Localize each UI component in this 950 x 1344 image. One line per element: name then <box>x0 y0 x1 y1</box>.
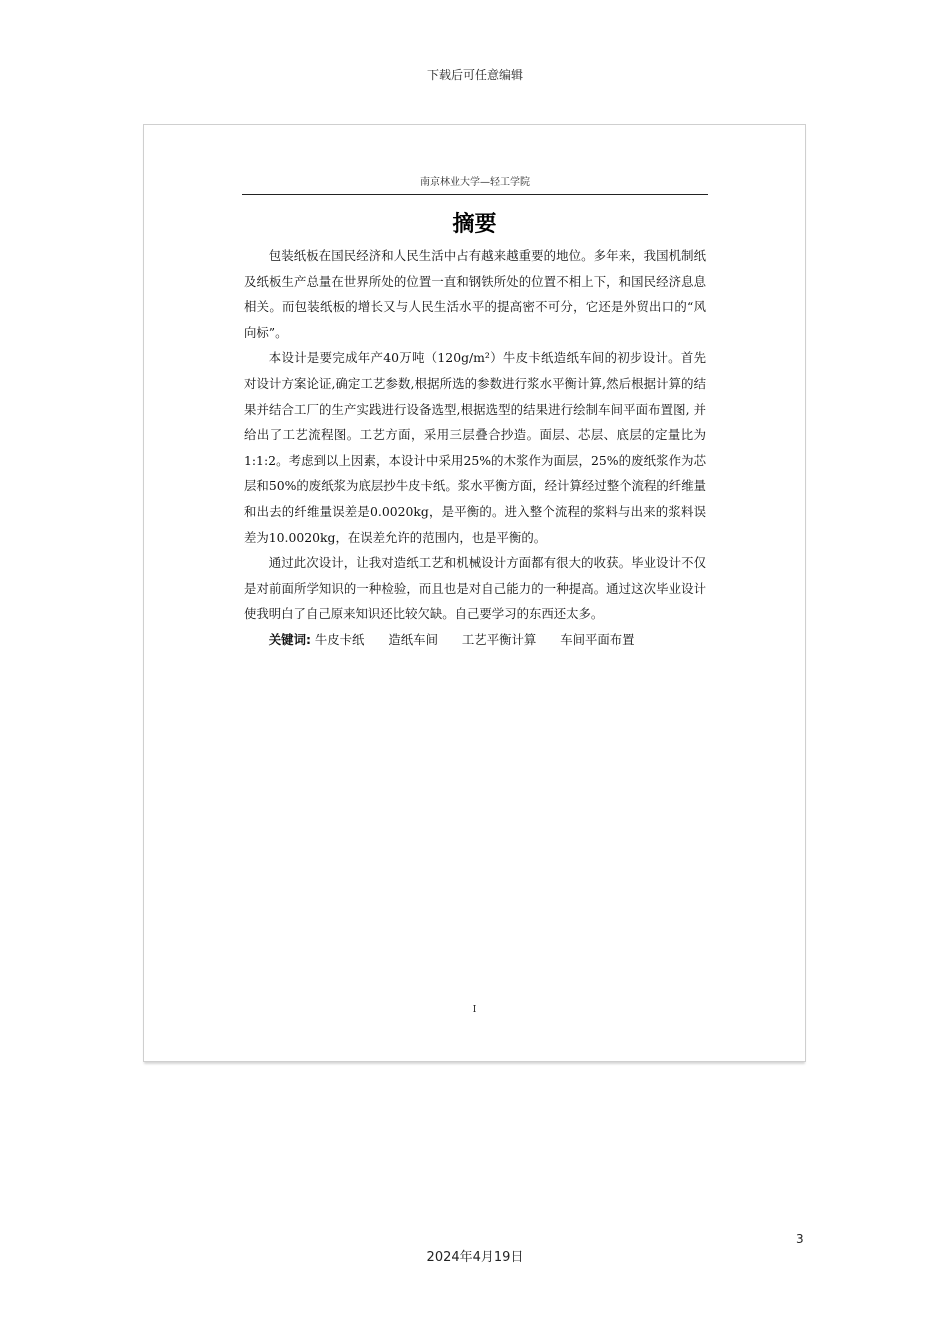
keyword: 牛皮卡纸 <box>314 631 365 647</box>
page-folio: I <box>472 1005 477 1015</box>
page-title: 摘要 <box>452 212 497 237</box>
document-page <box>143 124 806 1062</box>
abstract-body <box>244 243 706 653</box>
abstract-paragraph-2: 本设计是要完成年产40万吨（120g/m²）牛皮卡纸造纸车间的初步设计。首先对设计方案论证,确定工艺参数,根据所选的参数进行浆水平衡计算,然后根据计算的结果并结合工厂的生产实践进行设备选型,根据选型的结果进行绘制车间平面布置图, 并给出了工艺流程图。工艺方面，采用三层叠合抄造。面层、芯层、底层的定量比为1:1:2。考虑到以上因素，本设计中采用25%的木浆作为面层，25%的废纸浆作为芯层和50%的废纸浆为底层抄牛皮卡纸。浆水平衡方面，经计算经过整个流程的纤维量和出去的纤维量误差是0.0020kg，是平衡的。进入整个流程的浆料与出来的浆料误差为10.0020kg，在误差允许的范围内，也是平衡的。 <box>244 350 706 545</box>
sheet-number: 3 <box>796 1232 804 1246</box>
keyword: 造纸车间 <box>388 631 438 647</box>
keyword: 车间平面布置 <box>560 631 635 647</box>
download-note: 下载后可任意编辑 <box>426 68 523 82</box>
date-footer: 2024年4月19日 <box>426 1250 524 1265</box>
abstract-paragraph-1: 包装纸板在国民经济和人民生活中占有越来越重要的地位。多年来，我国机制纸及纸板生产总量在世界所处的位置一直和钢铁所处的位置不相上下，和国民经济息息相关。而包装纸板的增长又与人民生活水平的提高密不可分，它还是外贸出口的“风向标”。 <box>244 248 706 340</box>
running-head: 南京林业大学—轻工学院 <box>242 173 708 195</box>
abstract-paragraph-3: 通过此次设计，让我对造纸工艺和机械设计方面都有很大的收获。毕业设计不仅是对前面所学知识的一种检验，而且也是对自己能力的一种提高。通过这次毕业设计使我明白了自己原来知识还比较欠缺。自己要学习的东西还太多。 <box>244 555 706 622</box>
keyword: 工艺平衡计算 <box>461 631 537 647</box>
keywords-label: 关键词: <box>268 631 311 647</box>
keywords-line <box>244 627 706 653</box>
